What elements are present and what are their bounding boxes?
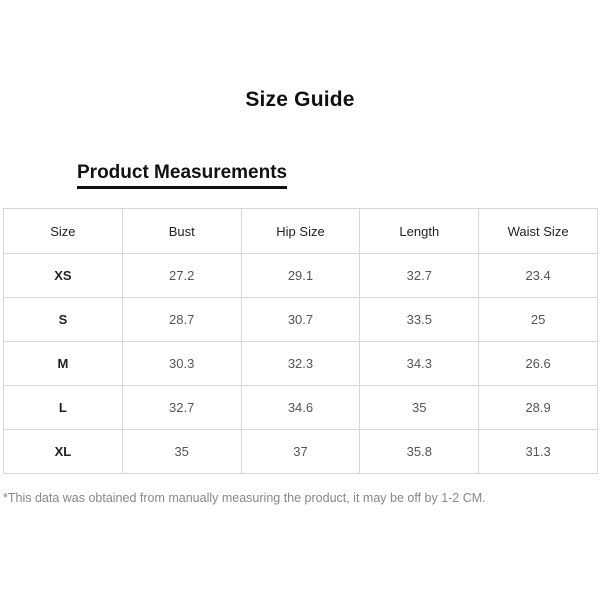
bust-cell: 32.7 xyxy=(122,386,241,430)
hip-size-cell: 37 xyxy=(241,430,360,474)
header-waist-size: Waist Size xyxy=(479,209,598,254)
length-cell: 35 xyxy=(360,386,479,430)
table-row xyxy=(4,430,598,474)
waist-size-cell: 31.3 xyxy=(479,430,598,474)
bust-cell: 35 xyxy=(122,430,241,474)
waist-size-cell: 23.4 xyxy=(479,254,598,298)
size-cell: M xyxy=(4,342,123,386)
length-cell: 35.8 xyxy=(360,430,479,474)
size-cell: XL xyxy=(4,430,123,474)
header-length: Length xyxy=(360,209,479,254)
section-title: Product Measurements xyxy=(77,162,287,189)
measurement-disclaimer: *This data was obtained from manually measuring the product, it may be off by 1-2 CM. xyxy=(3,491,486,505)
waist-size-cell: 28.9 xyxy=(479,386,598,430)
waist-size-cell: 26.6 xyxy=(479,342,598,386)
table-row xyxy=(4,254,598,298)
hip-size-cell: 34.6 xyxy=(241,386,360,430)
header-bust: Bust xyxy=(122,209,241,254)
page-title: Size Guide xyxy=(245,88,355,111)
hip-size-cell: 30.7 xyxy=(241,298,360,342)
table-row xyxy=(4,342,598,386)
bust-cell: 27.2 xyxy=(122,254,241,298)
waist-size-cell: 25 xyxy=(479,298,598,342)
header-hip-size: Hip Size xyxy=(241,209,360,254)
bust-cell: 30.3 xyxy=(122,342,241,386)
size-cell: XS xyxy=(4,254,123,298)
measurements-table xyxy=(3,208,598,474)
table-row xyxy=(4,386,598,430)
length-cell: 33.5 xyxy=(360,298,479,342)
size-cell: S xyxy=(4,298,123,342)
length-cell: 32.7 xyxy=(360,254,479,298)
size-cell: L xyxy=(4,386,123,430)
bust-cell: 28.7 xyxy=(122,298,241,342)
header-size: Size xyxy=(4,209,123,254)
hip-size-cell: 32.3 xyxy=(241,342,360,386)
table-header-row xyxy=(4,209,598,254)
table-row xyxy=(4,298,598,342)
length-cell: 34.3 xyxy=(360,342,479,386)
hip-size-cell: 29.1 xyxy=(241,254,360,298)
